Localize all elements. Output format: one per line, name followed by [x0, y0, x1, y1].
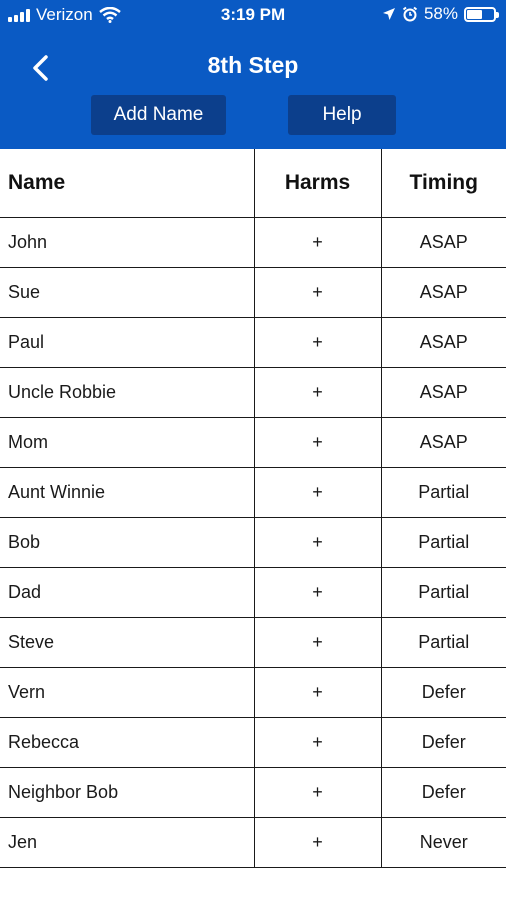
add-harm-button[interactable]: + — [254, 717, 381, 767]
table-row[interactable] — [0, 417, 506, 467]
cell-timing[interactable]: Defer — [381, 767, 506, 817]
add-name-button[interactable]: Add Name — [91, 95, 226, 135]
cell-name[interactable]: Paul — [0, 317, 254, 367]
add-harm-button[interactable]: + — [254, 467, 381, 517]
table-row[interactable] — [0, 617, 506, 667]
cell-name[interactable]: Mom — [0, 417, 254, 467]
status-time: 3:19 PM — [220, 5, 286, 24]
add-harm-button[interactable]: + — [254, 817, 381, 867]
table-row[interactable] — [0, 317, 506, 367]
add-harm-button[interactable]: + — [254, 617, 381, 667]
add-harm-button[interactable]: + — [254, 317, 381, 367]
table-row[interactable] — [0, 517, 506, 567]
add-harm-button[interactable]: + — [254, 567, 381, 617]
amends-table — [0, 149, 506, 868]
cell-timing[interactable]: Partial — [381, 517, 506, 567]
battery-percent: 58% — [423, 4, 458, 23]
add-harm-button[interactable]: + — [254, 417, 381, 467]
column-header-timing[interactable]: Timing — [381, 149, 506, 217]
cell-name[interactable]: Steve — [0, 617, 254, 667]
table-row[interactable] — [0, 567, 506, 617]
add-harm-button[interactable]: + — [254, 267, 381, 317]
cell-name[interactable]: Vern — [0, 667, 254, 717]
location-arrow-icon — [382, 7, 396, 21]
table-row[interactable] — [0, 217, 506, 267]
cell-timing[interactable]: Partial — [381, 467, 506, 517]
table-header-row — [0, 149, 506, 217]
app-header — [0, 0, 506, 149]
table-row[interactable] — [0, 767, 506, 817]
table-row[interactable] — [0, 817, 506, 867]
cell-timing[interactable]: Defer — [381, 717, 506, 767]
status-bar — [0, 0, 506, 30]
table-row[interactable] — [0, 467, 506, 517]
cell-timing[interactable]: ASAP — [381, 417, 506, 467]
table-row[interactable] — [0, 267, 506, 317]
cell-timing[interactable]: ASAP — [381, 367, 506, 417]
cell-timing[interactable]: Never — [381, 817, 506, 867]
cell-name[interactable]: John — [0, 217, 254, 267]
cell-timing[interactable]: Partial — [381, 567, 506, 617]
table-row[interactable] — [0, 667, 506, 717]
add-harm-button[interactable]: + — [254, 667, 381, 717]
cell-name[interactable]: Neighbor Bob — [0, 767, 254, 817]
help-button[interactable]: Help — [288, 95, 396, 135]
cell-name[interactable]: Rebecca — [0, 717, 254, 767]
cell-name[interactable]: Jen — [0, 817, 254, 867]
add-harm-button[interactable]: + — [254, 217, 381, 267]
page-title: 8th Step — [207, 52, 299, 78]
add-harm-button[interactable]: + — [254, 767, 381, 817]
cell-timing[interactable]: Defer — [381, 667, 506, 717]
alarm-clock-icon — [402, 6, 418, 22]
column-header-harms[interactable]: Harms — [254, 149, 381, 217]
cell-name[interactable]: Sue — [0, 267, 254, 317]
cell-timing[interactable]: ASAP — [381, 317, 506, 367]
status-right — [382, 4, 496, 24]
cell-timing[interactable]: ASAP — [381, 267, 506, 317]
table-row[interactable] — [0, 367, 506, 417]
cell-name[interactable]: Uncle Robbie — [0, 367, 254, 417]
battery-level — [467, 10, 482, 19]
column-header-name[interactable]: Name — [0, 149, 254, 217]
cell-timing[interactable]: Partial — [381, 617, 506, 667]
cell-timing[interactable]: ASAP — [381, 217, 506, 267]
add-harm-button[interactable]: + — [254, 367, 381, 417]
cell-name[interactable]: Bob — [0, 517, 254, 567]
cell-name[interactable]: Aunt Winnie — [0, 467, 254, 517]
add-harm-button[interactable]: + — [254, 517, 381, 567]
table-row[interactable] — [0, 717, 506, 767]
cell-name[interactable]: Dad — [0, 567, 254, 617]
battery-icon — [464, 7, 496, 22]
carrier-label: Verizon — [36, 5, 93, 24]
